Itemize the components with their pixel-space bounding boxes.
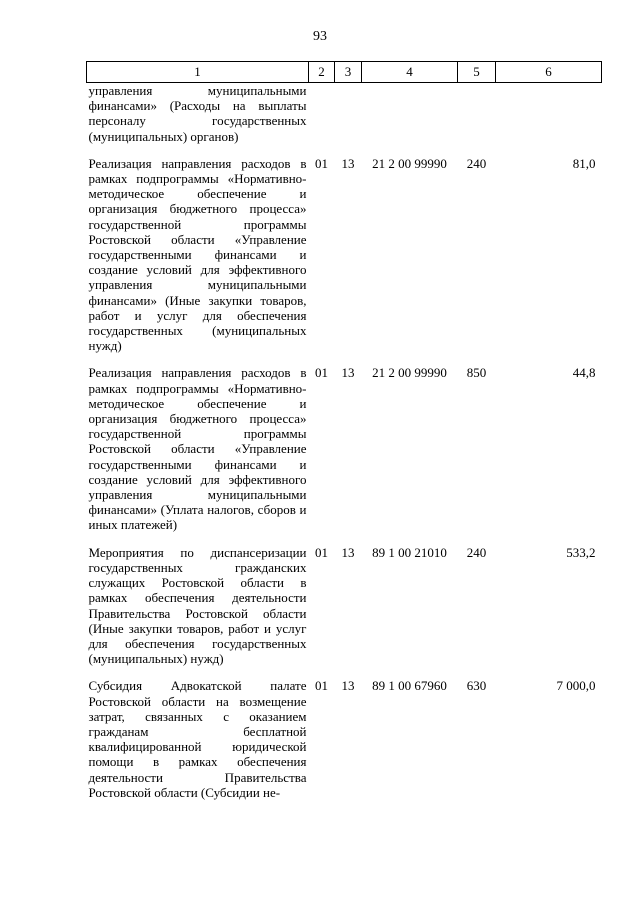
row-vr: 240 <box>466 155 487 171</box>
row-name: Субсидия Адвокатской палате Ростовской области на возмещение затрат, связанных с оказанием гражданам бесплатной квалифицированной юридической помощи в рамках обеспечения деятельности Правительства Ростовской области (Субсидии не- <box>88 678 307 800</box>
row-csr: 21 2 00 99990 <box>372 155 447 171</box>
row-name: Мероприятия по диспансеризации государственных гражданских служащих Ростовской области в рамках обеспечения деятельности Правительства Ростовской области (Иные закупки товаров, работ и услуг для обеспечения государственных (муниципальных) нужд) <box>88 544 307 667</box>
row-rz: 01 <box>315 544 328 560</box>
header-col-4: 4 <box>362 62 458 83</box>
row-name: Реализация направления расходов в рамках подпрограммы «Нормативно-методическое обеспечение и организация бюджетного процесса» государственной программы Ростовской области «Управление государственными финансами и создание условий для эффективного управления муниципальными финансами» (Иные закупки товаров, работ и услуг для обеспечения государственных (муниципальных нужд) <box>88 155 307 354</box>
row-sum: 81,0 <box>572 155 596 171</box>
row-vr: 850 <box>466 365 487 381</box>
row-sum: 533,2 <box>566 544 596 560</box>
row-pr: 13 <box>341 678 355 694</box>
table-row-continuation <box>87 83 602 156</box>
table-row <box>87 365 602 544</box>
row-sum: 44,8 <box>572 365 596 381</box>
header-row <box>87 62 602 83</box>
row-rz: 01 <box>315 155 328 171</box>
row-csr: 89 1 00 21010 <box>372 544 447 560</box>
header-col-3: 3 <box>335 62 362 83</box>
page-number: 93 <box>313 29 327 44</box>
row-vr: 630 <box>466 678 487 694</box>
table-row <box>87 678 602 812</box>
row-vr: 240 <box>466 544 487 560</box>
row-rz: 01 <box>315 678 328 694</box>
table-row <box>87 545 602 679</box>
table-row <box>87 156 602 366</box>
table-header <box>87 62 602 83</box>
row-csr: 89 1 00 67960 <box>372 678 447 694</box>
row-rz: 01 <box>315 365 328 381</box>
row-pr: 13 <box>341 544 355 560</box>
header-col-2: 2 <box>309 62 335 83</box>
header-col-5: 5 <box>458 62 496 83</box>
header-col-1: 1 <box>87 62 309 83</box>
continuation-text: управления муниципальными финансами» (Расходы на выплаты персоналу государственных (муниципальных) органов) <box>88 83 307 144</box>
row-name: Реализация направления расходов в рамках подпрограммы «Нормативно-методическое обеспечение и организация бюджетного процесса» государственной программы Ростовской области «Управление государственными финансами и создание условий для эффективного управления муниципальными финансами» (Уплата налогов, сборов и иных платежей) <box>88 365 307 533</box>
row-csr: 21 2 00 99990 <box>372 365 447 381</box>
budget-table <box>86 61 602 812</box>
row-pr: 13 <box>341 155 355 171</box>
header-col-6: 6 <box>496 62 602 83</box>
row-sum: 7 000,0 <box>556 678 596 694</box>
row-pr: 13 <box>341 365 355 381</box>
